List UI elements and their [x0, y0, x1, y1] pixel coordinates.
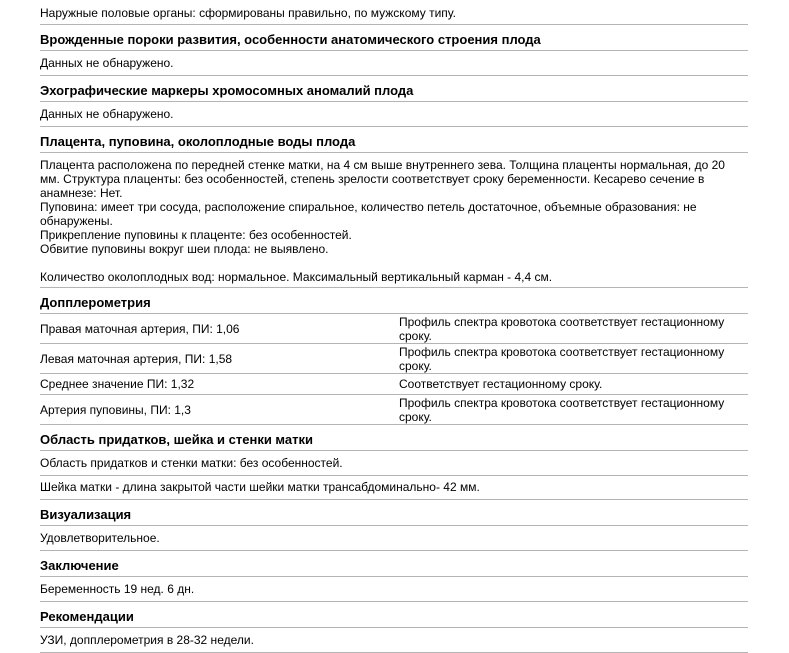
doppler-table [40, 314, 748, 425]
table-row [40, 395, 748, 425]
malformations-heading: Врожденные пороки развития, особенности анатомического строения плода [40, 32, 748, 51]
doppler-right-uterine-label: Правая маточная артерия, ПИ: 1,06 [40, 321, 240, 336]
doppler-umbilical-result: Профиль спектра кровотока соответствует гестационному сроку. [399, 395, 725, 424]
placenta-description: Плацента расположена по передней стенке матки, на 4 см выше внутреннего зева. Толщина плаценты нормальная, до 20 мм. Структура плаценты: без особенностей, степень зрелости соответствует сроку беременности. Кесарево сечение в анамнезе: Нет. [40, 158, 725, 200]
table-row [40, 374, 748, 395]
nuchal-cord-text: Обвитие пуповины вокруг шеи плода: не выявлено. [40, 242, 329, 256]
doppler-mean-pi-result: Соответствует гестационному сроку. [399, 377, 603, 391]
report-page [40, 0, 748, 653]
external-genitalia-text: Наружные половые органы: сформированы правильно, по мужскому типу. [40, 0, 748, 25]
doppler-left-uterine-label: Левая маточная артерия, ПИ: 1,58 [40, 351, 233, 366]
doppler-umbilical-label: Артерия пуповины, ПИ: 1,3 [40, 402, 191, 417]
malformations-text: Данных не обнаружено. [40, 56, 748, 76]
doppler-heading: Допплерометрия [40, 295, 748, 314]
visualization-text: Удовлетворительное. [40, 531, 748, 551]
umbilical-cord-description: Пуповина: имеет три сосуда, расположение спиральное, количество петель достаточное, объемные образования: не обнаружены. [40, 200, 697, 228]
recommendations-heading: Рекомендации [40, 609, 748, 628]
conclusion-heading: Заключение [40, 558, 748, 577]
markers-heading: Эхографические маркеры хромосомных аномалий плода [40, 83, 748, 102]
adnexa-heading: Область придатков, шейка и стенки матки [40, 432, 748, 451]
recommendations-text: УЗИ, допплерометрия в 28-32 недели. [40, 633, 748, 653]
cord-attachment-text: Прикрепление пуповины к плаценте: без особенностей. [40, 228, 352, 242]
cervix-text: Шейка матки - длина закрытой части шейки матки трансабдоминально- 42 мм. [40, 476, 748, 500]
adnexa-text: Область придатков и стенки матки: без особенностей. [40, 456, 748, 476]
doppler-mean-pi-label: Среднее значение ПИ: 1,32 [40, 377, 195, 391]
placenta-heading: Плацента, пуповина, околоплодные воды плода [40, 134, 748, 153]
doppler-left-uterine-result: Профиль спектра кровотока соответствует гестационному сроку. [399, 344, 725, 373]
markers-text: Данных не обнаружено. [40, 107, 748, 127]
visualization-heading: Визуализация [40, 507, 748, 526]
conclusion-text: Беременность 19 нед. 6 дн. [40, 582, 748, 602]
placenta-block [40, 158, 748, 288]
table-row [40, 314, 748, 344]
table-row [40, 344, 748, 374]
doppler-right-uterine-result: Профиль спектра кровотока соответствует гестационному сроку. [399, 314, 725, 343]
amniotic-fluid-text: Количество околоплодных вод: нормальное. Максимальный вертикальный карман - 4,4 см. [40, 270, 553, 284]
